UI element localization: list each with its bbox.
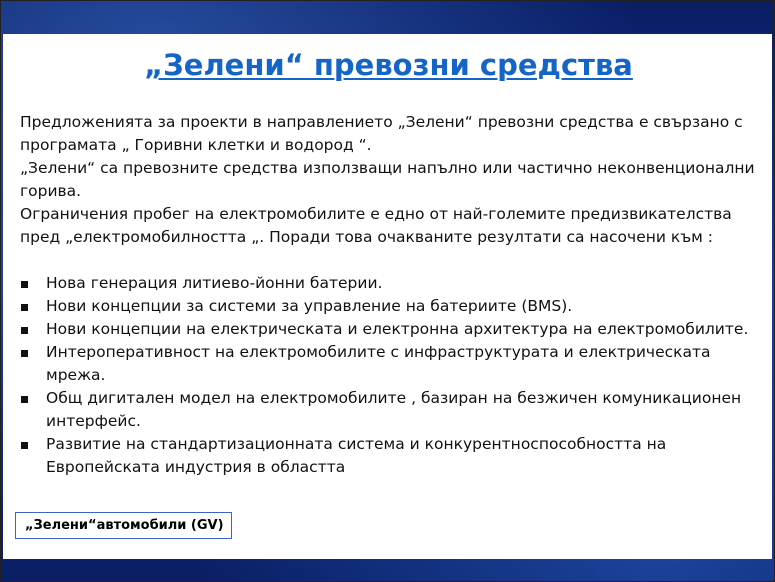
- square-bullet-icon: [21, 396, 28, 403]
- list-item-text: Общ дигитален модел на електромобилите , базиран на безжичен комуникационен интерфейс.: [46, 389, 742, 430]
- square-bullet-icon: [21, 281, 28, 288]
- paragraph-definition: „Зелени“ са превозните средства използващи напълно или частично неконвенционални горива.: [20, 159, 755, 200]
- list-item-text: Нови концепции на електрическата и електронна архитектура на електромобилите.: [46, 320, 749, 338]
- list-item-text: Нова генерация литиево-йонни батерии.: [46, 274, 383, 292]
- paragraph-intro: Предложенията за проекти в направлението „Зелени“ превозни средства е свързано с програмата „ Горивни клетки и водород “.: [20, 113, 743, 154]
- square-bullet-icon: [21, 350, 28, 357]
- list-item-text: Нови концепции за системи за управление на батериите (BMS).: [46, 297, 573, 315]
- expected-results-list: [20, 272, 760, 479]
- list-item: [20, 272, 760, 295]
- slide-title: „Зелени“ превозни средства: [144, 48, 633, 82]
- list-item: [20, 295, 760, 318]
- list-item: [20, 433, 760, 479]
- list-item: [20, 387, 760, 433]
- list-item-text: Развитие на стандартизационната система и конкурентноспособността на Европейската индустрия в областта: [46, 435, 667, 476]
- square-bullet-icon: [21, 442, 28, 449]
- list-item: [20, 318, 760, 341]
- slide-body: [20, 111, 760, 479]
- square-bullet-icon: [21, 327, 28, 334]
- paragraph-challenge: Ограничения пробег на електромобилите е едно от най-големите предизвикателства пред „електромобилността „. Поради това очакваните резултати са насочени към :: [20, 205, 732, 246]
- list-item-text: Интероперативност на електромобилите с инфраструктурата и електрическата мрежа.: [46, 343, 711, 384]
- list-item: [20, 341, 760, 387]
- green-vehicles-tag: „Зелени“автомобили (GV): [15, 512, 232, 539]
- square-bullet-icon: [21, 304, 28, 311]
